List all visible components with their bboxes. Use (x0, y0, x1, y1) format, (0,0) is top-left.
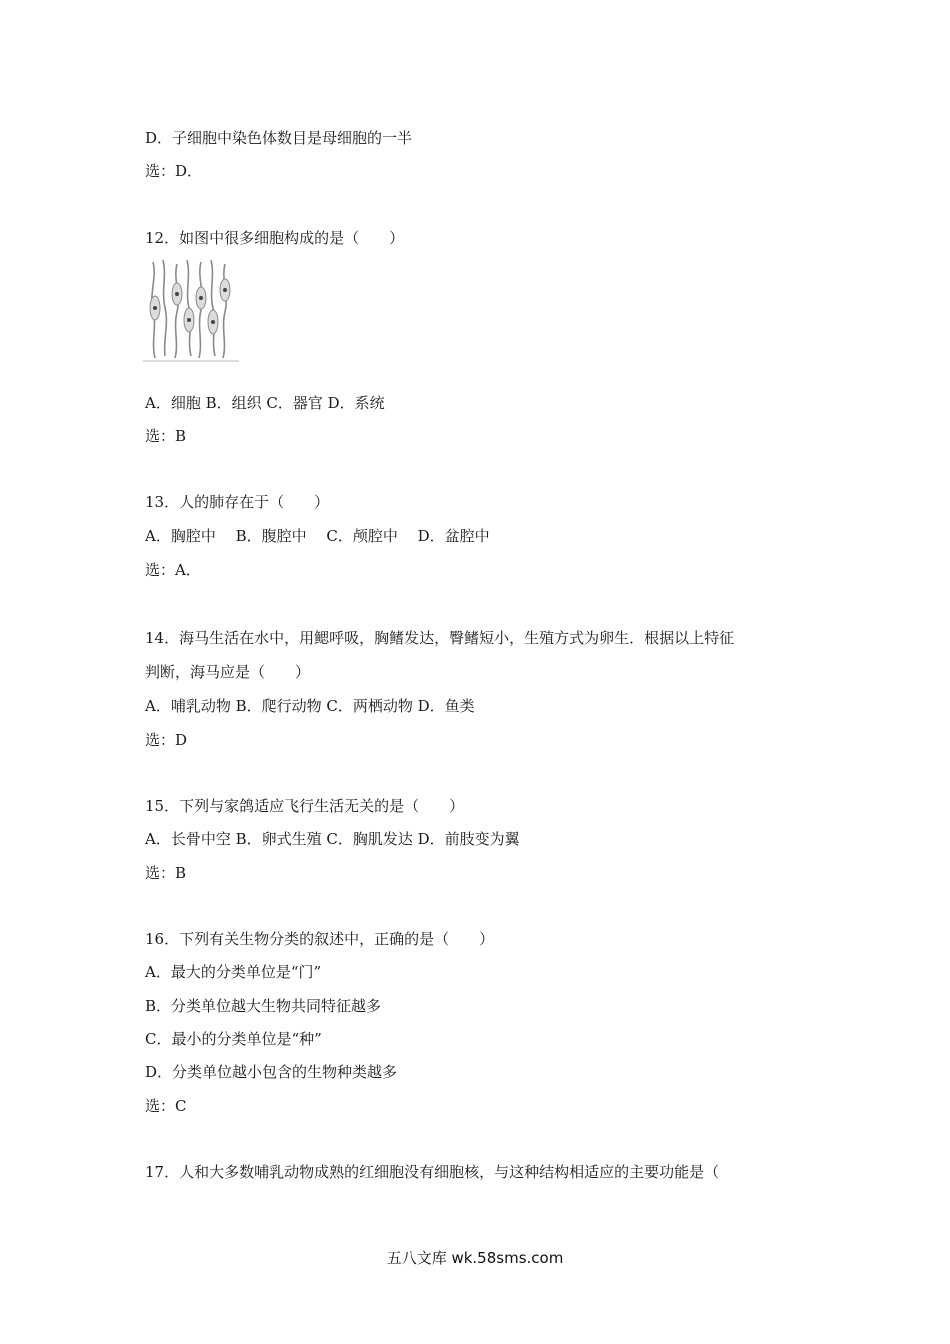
question-14-continued: 判断，海马应是（ ） (145, 663, 311, 681)
question-14: 14．海马生活在水中，用鳃呼吸，胸鳍发达，臀鳍短小，生殖方式为卵生．根据以上特征 (145, 629, 735, 647)
question-15-answer: 选：B (145, 864, 187, 882)
question-15: 15．下列与家鸽适应飞行生活无关的是（ ） (145, 797, 465, 815)
question-17: 17．人和大多数哺乳动物成熟的红细胞没有细胞核，与这种结构相适应的主要功能是（ (145, 1163, 720, 1181)
question-16-option-b: B．分类单位越大生物共同特征越多 (145, 997, 382, 1015)
question-12-answer: 选：B (145, 427, 187, 445)
question-15-options: A．长骨中空 B．卵式生殖 C．胸肌发达 D．前肢变为翼 (145, 830, 520, 848)
question-16-answer: 选：C (145, 1097, 187, 1115)
question-16-option-d: D．分类单位越小包含的生物种类越多 (145, 1063, 398, 1081)
question-16-option-c: C．最小的分类单位是“种” (145, 1030, 322, 1048)
question-12: 12．如图中很多细胞构成的是（ ） (145, 229, 405, 247)
text-line-d-option: D．子细胞中染色体数目是母细胞的一半 (145, 129, 413, 147)
question-16: 16．下列有关生物分类的叙述中，正确的是（ ） (145, 930, 495, 948)
question-14-answer: 选：D (145, 731, 188, 749)
question-12-options: A．细胞 B．组织 C．器官 D．系统 (145, 394, 385, 412)
question-13: 13．人的肺存在于（ ） (145, 493, 330, 511)
text-line-answer-11: 选：D． (145, 162, 203, 180)
question-14-options: A．哺乳动物 B．爬行动物 C．两栖动物 D．鱼类 (145, 697, 475, 715)
question-16-option-a: A．最大的分类单位是“门” (145, 963, 322, 981)
question-13-options: A．胸腔中 B．腹腔中 C．颅腔中 D．盆腔中 (145, 527, 490, 545)
page-footer: 五八文库 wk.58sms.com (386, 1249, 564, 1267)
question-13-answer: 选：A． (145, 561, 201, 579)
cell-tissue-figure (143, 258, 239, 362)
